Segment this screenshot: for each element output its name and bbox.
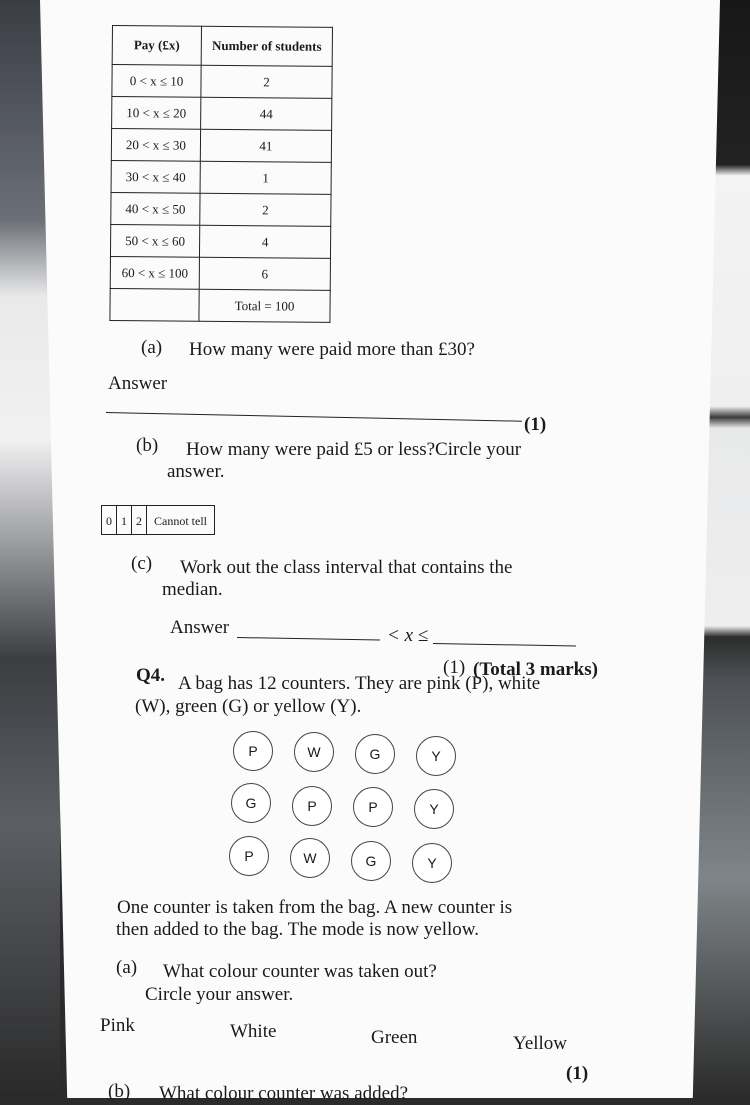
counter: P [233, 731, 273, 771]
choice-1[interactable]: 1 [117, 506, 132, 534]
counter: G [231, 783, 271, 823]
question-b-label: (b) [136, 435, 159, 456]
choice-2[interactable]: 2 [132, 506, 147, 534]
table-cell: 4 [199, 225, 330, 258]
info-text: One counter is taken from the bag. A new counter is [117, 897, 513, 918]
counter: G [351, 841, 391, 881]
choice-options-b [101, 505, 215, 535]
counter: P [292, 786, 332, 826]
table-header-students: Number of students [201, 26, 332, 66]
question-a-text: How many were paid more than £30? [189, 339, 475, 360]
table-header-row [112, 26, 332, 67]
table-header-pay: Pay (£x) [112, 26, 201, 66]
question-4a-label: (a) [116, 957, 138, 978]
option-yellow[interactable]: Yellow [513, 1033, 568, 1054]
table-cell: 60 < x ≤ 100 [110, 256, 199, 289]
question-4a-text-2: Circle your answer. [145, 984, 294, 1005]
counter: W [294, 732, 334, 772]
question-c-label: (c) [131, 553, 153, 574]
question-4-text: A bag has 12 counters. They are pink (P), white [178, 673, 541, 694]
counter: P [229, 836, 269, 876]
table-cell: 1 [200, 161, 331, 194]
table-cell: 40 < x ≤ 50 [111, 192, 200, 225]
pay-frequency-table [109, 25, 333, 323]
question-4-text-2: (W), green (G) or yellow (Y). [135, 696, 362, 717]
table-row [112, 97, 332, 131]
table-total-row [110, 288, 330, 322]
question-b-text: How many were paid £5 or less?Circle your [186, 439, 522, 460]
table-cell: 44 [201, 97, 332, 130]
table-row [112, 65, 332, 99]
table-total: Total = 100 [199, 289, 330, 322]
table-cell: 30 < x ≤ 40 [111, 160, 200, 193]
table-row [110, 256, 330, 290]
answer-label-a: Answer [108, 373, 168, 394]
answer-label-c: Answer [170, 617, 230, 638]
inequality-symbol: < x ≤ [387, 625, 429, 646]
choice-0[interactable]: 0 [102, 506, 117, 534]
table-cell-empty [110, 288, 199, 321]
question-c-text-2: median. [162, 579, 223, 600]
question-c-text: Work out the class interval that contains the [180, 557, 513, 578]
marks-4a: (1) [566, 1063, 589, 1084]
question-4b-label: (b) [108, 1081, 131, 1102]
table-cell: 50 < x ≤ 60 [110, 224, 199, 257]
question-b-text-2: answer. [167, 461, 225, 482]
marks-a: (1) [524, 414, 547, 435]
total-marks: (Total 3 marks) [473, 659, 598, 680]
table-cell: 6 [199, 257, 330, 290]
counter: P [353, 787, 393, 827]
table-cell: 41 [200, 129, 331, 162]
table-row [111, 192, 331, 226]
table-row [111, 129, 331, 163]
table-cell: 20 < x ≤ 30 [111, 129, 200, 162]
table-row [111, 160, 331, 194]
question-a-label: (a) [141, 337, 163, 358]
table-cell: 2 [201, 65, 332, 98]
counter: G [355, 734, 395, 774]
option-green[interactable]: Green [371, 1027, 418, 1048]
question-4b-text: What colour counter was added? [159, 1083, 409, 1104]
counter: W [290, 838, 330, 878]
info-text-2: then added to the bag. The mode is now yellow. [116, 919, 480, 940]
counter: Y [416, 736, 456, 776]
question-4-number: Q4. [136, 665, 166, 686]
table-cell: 10 < x ≤ 20 [112, 97, 201, 130]
table-cell: 0 < x ≤ 10 [112, 65, 201, 98]
table-row [110, 224, 330, 258]
option-pink[interactable]: Pink [100, 1015, 135, 1036]
marks-c: (1) [443, 657, 466, 678]
counter: Y [414, 789, 454, 829]
option-white[interactable]: White [230, 1021, 277, 1042]
question-4a-text: What colour counter was taken out? [163, 961, 437, 982]
table-cell: 2 [200, 193, 331, 226]
counter: Y [412, 843, 452, 883]
choice-cannot-tell[interactable]: Cannot tell [154, 514, 207, 528]
